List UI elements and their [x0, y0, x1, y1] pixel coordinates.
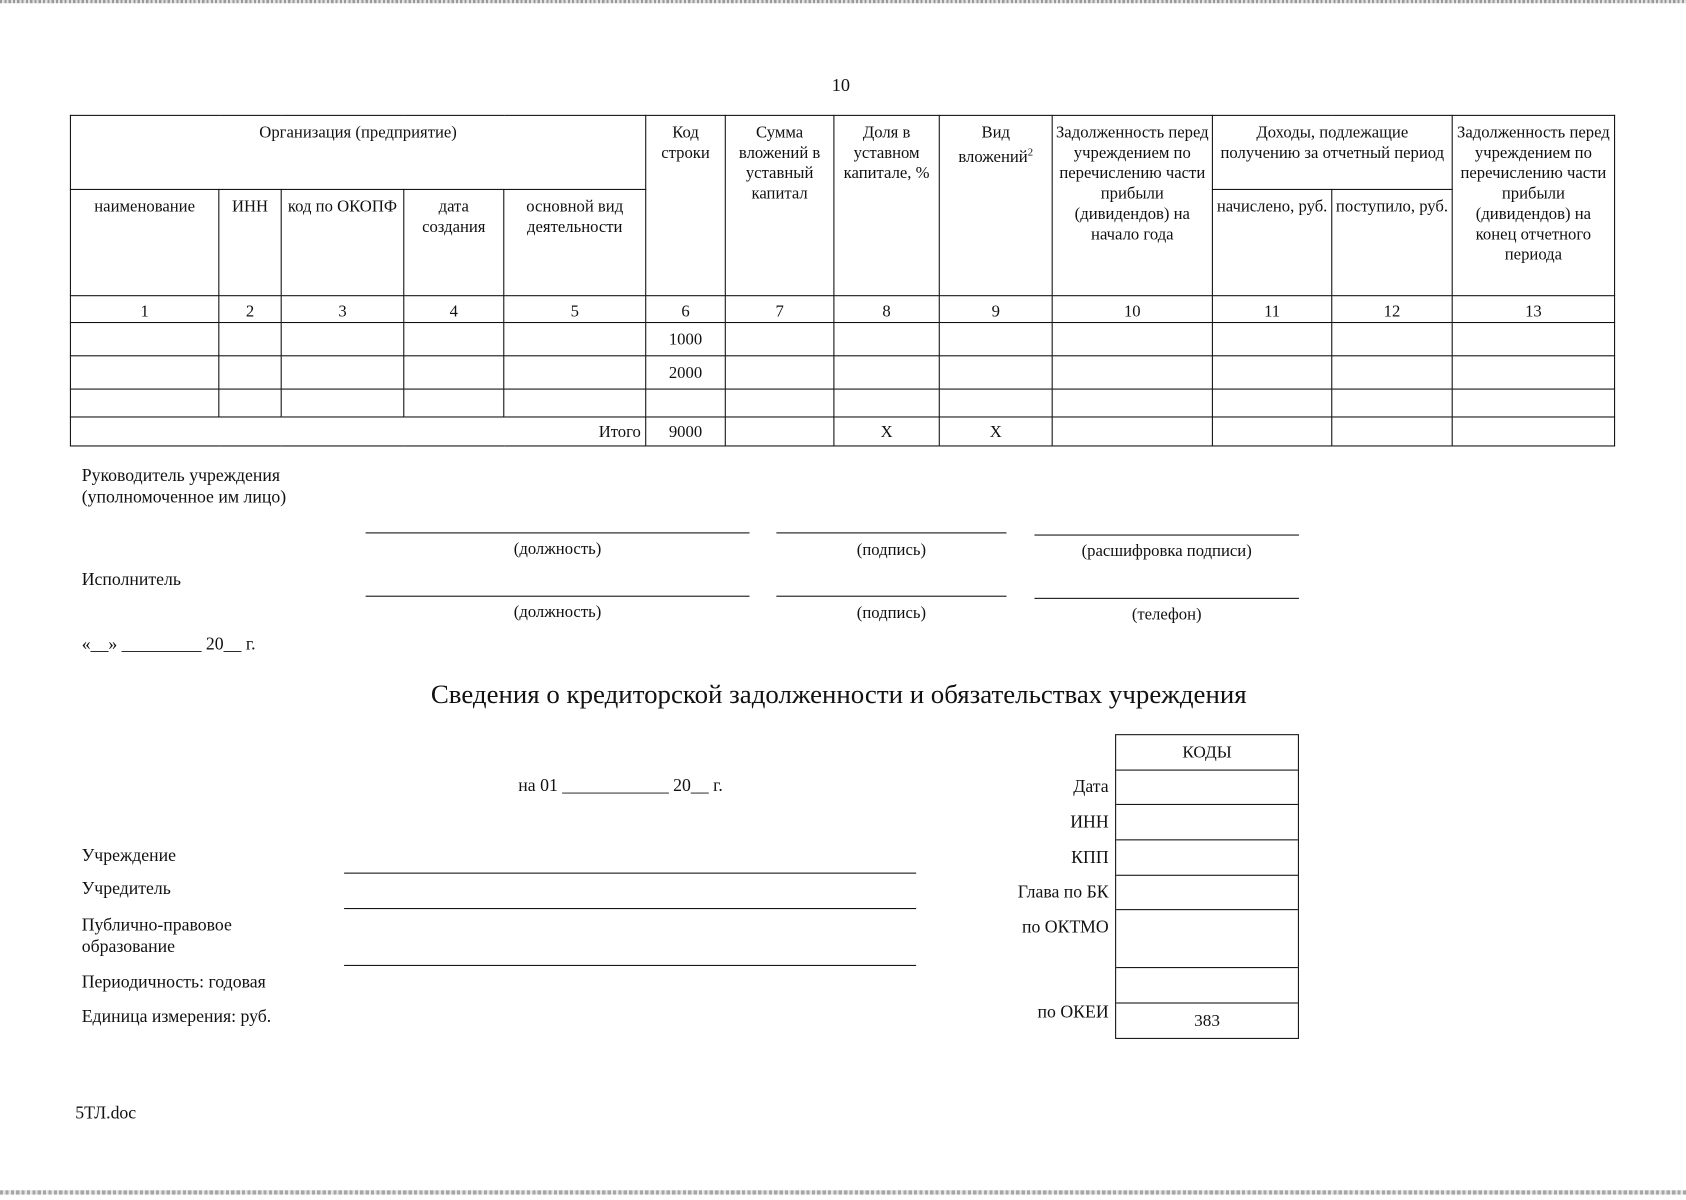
column-number: 3: [281, 296, 404, 323]
table-cell[interactable]: [725, 417, 834, 446]
date-code-label: Дата: [1073, 775, 1109, 797]
kind-column-header: [939, 115, 1052, 295]
table-cell[interactable]: [1052, 389, 1212, 417]
table-cell[interactable]: [1212, 389, 1331, 417]
table-cell[interactable]: [1452, 389, 1614, 417]
table-cell[interactable]: [70, 323, 218, 356]
activity-column-header: основной вид деятельности: [504, 189, 646, 295]
table-cell[interactable]: [939, 323, 1052, 356]
page-number: 10: [831, 75, 851, 96]
okopf-column-header: код по ОКОПФ: [281, 189, 404, 295]
table-cell[interactable]: [281, 389, 404, 417]
received-column-header: поступило, руб.: [1332, 189, 1452, 295]
column-number: 12: [1332, 296, 1452, 323]
name-column-header: наименование: [70, 189, 218, 295]
extra-code-cell[interactable]: [1116, 968, 1298, 1003]
public-entity-line2: образование: [81, 935, 176, 957]
table-cell[interactable]: [1332, 323, 1452, 356]
as-of-date: на 01 ____________ 20__ г.: [518, 774, 723, 796]
table-cell[interactable]: [834, 389, 939, 417]
executor-signature-caption: (подпись): [856, 604, 927, 623]
executor-label: Исполнитель: [81, 568, 181, 590]
head-signature-line[interactable]: [776, 532, 1006, 533]
total-row: [70, 417, 1614, 446]
table-cell[interactable]: [939, 356, 1052, 389]
executor-signature-line[interactable]: [776, 596, 1006, 597]
inn-code-cell[interactable]: [1116, 805, 1298, 840]
sum-column-header: Сумма вложений в уставный капитал: [725, 115, 834, 295]
codes-box: [1115, 734, 1299, 1039]
date-column-header: дата создания: [404, 189, 504, 295]
table-cell[interactable]: [1332, 389, 1452, 417]
unit-of-measure: Единица измерения: руб.: [81, 1005, 272, 1027]
table-cell[interactable]: [404, 356, 504, 389]
head-decode-caption: (расшифровка подписи): [1081, 542, 1252, 561]
table-cell[interactable]: [219, 389, 281, 417]
date-line: «__» _________ 20__ г.: [81, 633, 256, 654]
column-number: 8: [834, 296, 939, 323]
column-numbers-row: [70, 296, 1614, 323]
inn-column-header: ИНН: [219, 189, 281, 295]
table-cell[interactable]: [939, 389, 1052, 417]
executor-phone-caption: (телефон): [1131, 605, 1202, 624]
column-number: 2: [219, 296, 281, 323]
table-cell[interactable]: [1212, 323, 1331, 356]
oktmo-code-cell[interactable]: [1116, 910, 1298, 968]
kind-header-text: Вид вложений: [958, 123, 1028, 167]
table-row: [70, 356, 1614, 389]
table-cell[interactable]: [725, 323, 834, 356]
total-code: 9000: [646, 417, 726, 446]
founder-line[interactable]: [344, 908, 916, 909]
table-cell[interactable]: [1052, 417, 1212, 446]
codes-header: КОДЫ: [1116, 735, 1298, 770]
column-number: 4: [404, 296, 504, 323]
header-row-1: [70, 115, 1614, 189]
head-decode-line[interactable]: [1034, 535, 1299, 536]
debt-start-column-header: Задолженность перед учреждением по перечислению части прибыли (дивидендов) на начало года: [1052, 115, 1212, 295]
periodicity: Периодичность: годовая: [81, 971, 266, 992]
executor-phone-line[interactable]: [1034, 598, 1299, 599]
column-number: 1: [70, 296, 218, 323]
column-number: 6: [646, 296, 726, 323]
table-cell[interactable]: [281, 356, 404, 389]
column-number: 5: [504, 296, 646, 323]
public-entity-label: [82, 914, 232, 957]
inn-code-label: ИНН: [1070, 811, 1109, 832]
okei-code-cell: 383: [1194, 1012, 1220, 1031]
oktmo-code-label: по ОКТМО: [1021, 916, 1109, 937]
org-group-header: Организация (предприятие): [70, 115, 645, 189]
table-cell[interactable]: [1052, 356, 1212, 389]
founder-label: Учредитель: [81, 877, 171, 899]
table-cell[interactable]: [834, 356, 939, 389]
table-cell[interactable]: [1332, 417, 1452, 446]
head-label: [82, 465, 286, 508]
head-signature-caption: (подпись): [856, 540, 927, 560]
public-entity-line1: Публично-правовое: [81, 914, 232, 935]
table-cell[interactable]: [70, 356, 218, 389]
footer-filename: 5ТЛ.doc: [75, 1102, 137, 1123]
code-column-header: Код строки: [646, 115, 726, 295]
table-cell[interactable]: [1452, 417, 1614, 446]
table-cell[interactable]: [504, 356, 646, 389]
public-entity-line[interactable]: [344, 965, 916, 966]
table-cell[interactable]: [1212, 417, 1331, 446]
kpp-code-label: КПП: [1071, 846, 1109, 868]
table-cell[interactable]: [1332, 356, 1452, 389]
table-cell[interactable]: [725, 389, 834, 417]
head-position-caption: (должность): [513, 539, 602, 559]
total-kind-mark: X: [939, 417, 1052, 446]
table-cell[interactable]: [219, 323, 281, 356]
table-cell[interactable]: [281, 323, 404, 356]
institution-label: Учреждение: [81, 844, 176, 866]
table-cell[interactable]: [1212, 356, 1331, 389]
income-group-header: Доходы, подлежащие получению за отчетный период: [1212, 115, 1452, 189]
share-column-header: Доля в уставном капитале, %: [834, 115, 939, 295]
head-label-line1: Руководитель учреждения: [81, 464, 281, 486]
column-number: 13: [1452, 296, 1614, 323]
column-number: 7: [725, 296, 834, 323]
column-number: 10: [1052, 296, 1212, 323]
table-cell[interactable]: [1452, 323, 1614, 356]
scan-bottom-edge: [0, 1190, 1686, 1194]
row-code: 1000: [646, 323, 726, 356]
column-number: 9: [939, 296, 1052, 323]
row-code: 2000: [646, 356, 726, 389]
scan-top-edge: [0, 0, 1686, 3]
table-cell[interactable]: [70, 389, 218, 417]
total-label: Итого: [70, 417, 645, 446]
head-label-line2: (уполномоченное им лицо): [81, 486, 287, 507]
kind-footnote-mark: 2: [1027, 147, 1034, 159]
executor-position-line[interactable]: [366, 596, 750, 597]
table-cell[interactable]: [404, 389, 504, 417]
table-cell[interactable]: [404, 323, 504, 356]
table-row: [70, 323, 1614, 356]
row-code: [646, 389, 726, 417]
table-cell[interactable]: [1452, 356, 1614, 389]
bk-code-cell[interactable]: [1116, 876, 1298, 910]
table-cell[interactable]: [834, 323, 939, 356]
institution-line[interactable]: [344, 873, 916, 874]
total-share-mark: X: [834, 417, 939, 446]
form-title: Сведения о кредиторской задолженности и обязательствах учреждения: [430, 680, 1247, 710]
investments-table: [70, 115, 1615, 447]
bk-code-label: Глава по БК: [1017, 881, 1109, 902]
table-cell[interactable]: [725, 356, 834, 389]
date-code-cell[interactable]: [1116, 771, 1298, 805]
table-cell[interactable]: [219, 356, 281, 389]
column-number: 11: [1212, 296, 1331, 323]
debt-end-column-header: Задолженность перед учреждением по перечислению части прибыли (дивидендов) на конец отчетного периода: [1452, 115, 1614, 295]
table-row: [70, 389, 1614, 417]
table-cell[interactable]: [504, 323, 646, 356]
executor-position-caption: (должность): [513, 603, 602, 622]
head-position-line[interactable]: [366, 532, 750, 533]
table-cell[interactable]: [504, 389, 646, 417]
accrued-column-header: начислено, руб.: [1212, 189, 1331, 295]
kpp-code-cell[interactable]: [1116, 840, 1298, 875]
table-cell[interactable]: [1052, 323, 1212, 356]
okei-code-label: по ОКЕИ: [1037, 1001, 1109, 1022]
